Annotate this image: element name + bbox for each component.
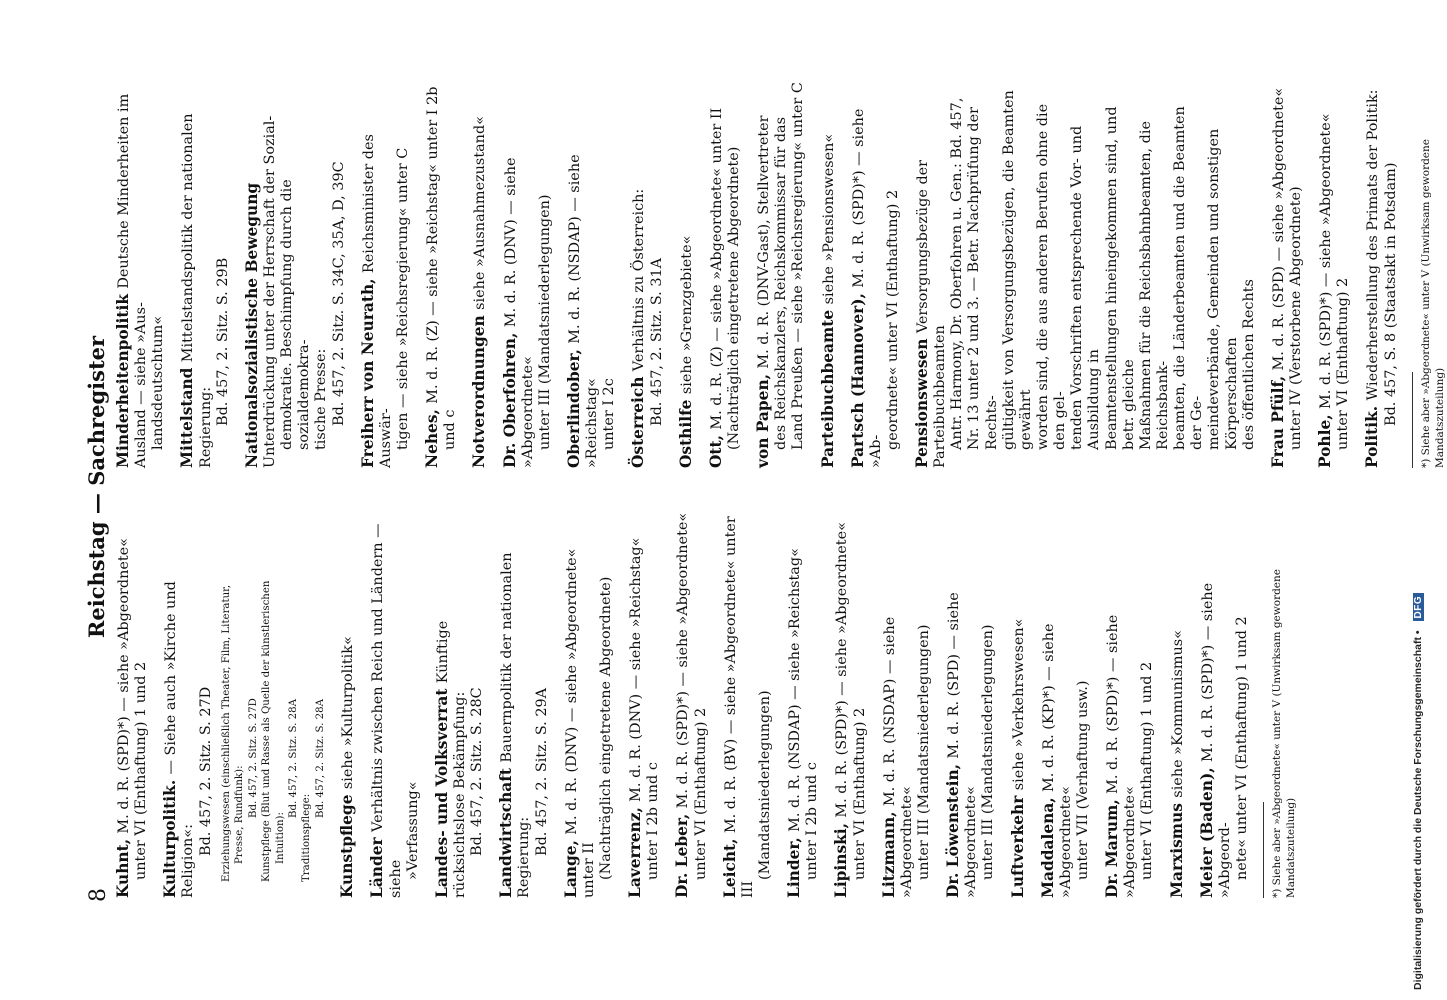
entry-text: Künftige rücksichtslose Bekämpfung: bbox=[434, 620, 469, 898]
entry-text: Bd. 457, S. 8 (Staatsakt in Potsdam) bbox=[1382, 162, 1399, 426]
entry-text: Beamtenstellungen hineingekommen sind, und betr. gleiche bbox=[1103, 106, 1137, 450]
index-entry bbox=[1039, 512, 1092, 898]
entry-line bbox=[1206, 82, 1240, 468]
entry-heading: Minderheitenpolitik bbox=[114, 288, 132, 468]
entry-heading: Dr. Löwenstein, bbox=[944, 758, 963, 898]
entry-text: M. d. R. (DNV) — siehe »Abgeordnete« unter II bbox=[563, 548, 597, 898]
entry-line bbox=[423, 82, 442, 468]
entry-line bbox=[198, 512, 215, 898]
entry-text: Verhältnis zu Österreich: bbox=[631, 188, 648, 372]
entry-text: Bd. 457, 2. Sitz. S. 31A bbox=[648, 257, 665, 426]
entry-heading: Oberlindober, bbox=[564, 343, 583, 468]
entry-text: Bd. 457, 2. Sitz. S. 29B bbox=[214, 257, 231, 426]
entry-heading: Frau Pfülf, bbox=[1268, 370, 1287, 468]
entry-line bbox=[331, 82, 348, 468]
index-entry bbox=[832, 512, 868, 898]
entry-text: unter IV (Verstorbene Abgeordnete) bbox=[1288, 186, 1305, 450]
index-entry bbox=[677, 82, 696, 468]
entry-text: M. d. R. (BV) — siehe »Abgeordnete« unter III bbox=[722, 516, 756, 898]
entry-line bbox=[497, 512, 533, 898]
entry-text: unter I 2b und c bbox=[645, 762, 662, 880]
entry-text: M. d. R. (SPD)*) — siehe »Abgeordnete« bbox=[675, 512, 692, 809]
entry-text: (Mandatsniederlegungen) bbox=[757, 690, 773, 880]
index-entry bbox=[368, 512, 421, 898]
entry-line bbox=[1383, 82, 1400, 468]
entry-text: tenden Vorschriften entsprechende Vor- und Ausbildung in bbox=[1069, 125, 1103, 450]
entry-text: unter I 2b und c bbox=[804, 762, 821, 880]
entry-line bbox=[916, 512, 933, 898]
entry-heading: von Papen, bbox=[754, 368, 773, 468]
entry-line bbox=[114, 512, 133, 898]
footnote-rule bbox=[1263, 802, 1264, 898]
footnote-line: Mandatszuteilung) bbox=[1433, 367, 1446, 468]
entry-text: M. d. R. (SPD) — siehe »Abgeordnete« bbox=[1270, 87, 1287, 371]
entry-heading: Landwirtschaft bbox=[497, 762, 516, 898]
entry-text: M. d. R. (SPD)*) — siehe »Abgeordnete« bbox=[1105, 614, 1139, 898]
entry-text: siehe »Pensionswesen« bbox=[820, 133, 837, 305]
entry-line bbox=[852, 512, 869, 898]
entry-text: — Siehe auch »Kirche und Religion«: bbox=[163, 581, 197, 898]
entry-heading: Dr. Oberfohren, bbox=[500, 327, 519, 468]
entry-line bbox=[133, 512, 150, 898]
running-head-title: Reichstag — Sachregister bbox=[84, 335, 109, 639]
index-entry bbox=[1269, 82, 1305, 468]
index-entry bbox=[359, 82, 412, 468]
entry-line bbox=[442, 82, 459, 468]
index-entry bbox=[562, 512, 615, 898]
index-entry bbox=[913, 82, 1258, 468]
entry-text: M. d. R. (DNV-Gast), Stellvertreter bbox=[756, 115, 773, 369]
entry-line bbox=[395, 82, 412, 468]
entry-text: M. d. R. (DNV) — siehe »Reichstag« bbox=[628, 537, 645, 802]
entry-line bbox=[677, 82, 696, 468]
index-entry bbox=[178, 82, 231, 468]
entry-line bbox=[359, 82, 395, 468]
entry-text: Bauernpolitik der nationalen Regierung: bbox=[499, 552, 533, 898]
entry-line bbox=[313, 82, 330, 468]
entry-line bbox=[1035, 82, 1069, 468]
entry-line bbox=[1138, 82, 1172, 468]
entry-text: M. d. R. (SPD)*) — siehe »Abgeordnete« bbox=[116, 538, 132, 834]
entry-text: Verhältnis zwischen Reich und Ländern — siehe bbox=[370, 523, 404, 898]
entry-text: siehe »Verkehrswesen« bbox=[1010, 618, 1027, 791]
index-entry bbox=[1168, 512, 1187, 898]
entry-text: Bd. 457, 2. Sitz. S. 28A bbox=[287, 699, 299, 818]
index-entry bbox=[754, 82, 807, 468]
entry-text: Maßnahmen für die Reichsbahnbeamten, die Reichsbank- bbox=[1137, 121, 1172, 450]
entry-text: Nr. 13 unter 2 und 3. — Betr. Nachprüfung der Rechts- bbox=[966, 107, 1000, 450]
entry-text: unter VII (Verhaftung usw.) bbox=[1074, 680, 1091, 880]
index-entry bbox=[849, 82, 902, 468]
entry-line bbox=[1288, 82, 1305, 468]
entry-heading: Nehes, bbox=[423, 403, 442, 468]
index-entry bbox=[497, 512, 550, 898]
entry-line bbox=[287, 512, 300, 882]
entry-line bbox=[849, 82, 885, 468]
index-entry bbox=[1363, 82, 1399, 468]
entry-text: Erziehungswesen (einschließlich Theater, Film, Literatur, bbox=[220, 584, 232, 882]
entry-line bbox=[885, 82, 902, 468]
entry-heading: Marxismus bbox=[1167, 797, 1186, 898]
entry-heading: Kulturpolitik. bbox=[161, 774, 180, 898]
index-entry bbox=[880, 512, 933, 898]
entry-line bbox=[215, 82, 232, 468]
entry-line bbox=[693, 512, 710, 898]
index-entry bbox=[565, 82, 618, 468]
entry-line bbox=[944, 512, 980, 898]
entry-line bbox=[501, 82, 537, 468]
entry-text: Bd. 457, 2. Sitz. S. 27D bbox=[247, 698, 259, 818]
entry-line bbox=[1241, 82, 1258, 468]
entry-line bbox=[161, 512, 197, 898]
index-entry bbox=[673, 512, 709, 898]
entry-line bbox=[247, 512, 260, 882]
entry-text: M. d. R. (SPD)*) — siehe »Abgeord- bbox=[1199, 582, 1233, 898]
entry-text: M. d. R. (Z) — siehe »Reichstag« unter I 2b bbox=[425, 86, 442, 404]
entry-text: nete« unter VI (Enthaftung) 1 und 2 bbox=[1233, 616, 1250, 880]
entry-text: tigen — siehe »Reichsregierung« unter C bbox=[394, 147, 411, 450]
entry-line bbox=[534, 512, 551, 898]
entry-heading: Länder bbox=[368, 831, 387, 898]
entry-heading: Nationalsozialistische Bewegung bbox=[242, 182, 261, 468]
entry-text: Bd. 457, 2. Sitz. S. 28C bbox=[469, 687, 486, 856]
entry-text: M. d. R. (NSDAP) — siehe »Reichstag« bbox=[787, 548, 804, 832]
entry-text: siehe »Grenzgebiete« bbox=[678, 235, 695, 395]
footnote-line: *) Siehe aber »Abgeordnete« unter V (Unwirksam gewordene bbox=[1419, 138, 1432, 468]
entry-text: M. d. R. (NSDAP) — siehe »Reichstag« bbox=[566, 154, 601, 468]
entry-heading: Parteibuchbeamte bbox=[818, 304, 837, 468]
index-entry bbox=[1009, 512, 1028, 898]
index-entry bbox=[785, 512, 821, 898]
index-entry bbox=[338, 512, 357, 898]
entry-line bbox=[1363, 82, 1382, 468]
entry-text: unter VI (Enthaftung) 1 und 2 bbox=[1139, 661, 1156, 880]
left-column bbox=[114, 512, 1298, 898]
entry-line bbox=[707, 82, 726, 468]
entry-line bbox=[673, 512, 692, 898]
entry-text: (Nachträglich eingetretene Abgeordnete) bbox=[725, 146, 742, 450]
entry-line bbox=[1335, 82, 1352, 468]
entry-text: M. d. R. (SPD)*) — siehe »Ab- bbox=[850, 108, 884, 468]
index-entry bbox=[721, 512, 774, 898]
entry-text: unter VI (Enthaftung) 2 bbox=[851, 707, 868, 880]
entry-line bbox=[785, 512, 804, 898]
entry-text: siehe »Ausnahmezustand« bbox=[472, 116, 489, 310]
entry-text: siehe »Kommunismus« bbox=[1169, 630, 1186, 798]
entry-heading: Partsch (Hannover), bbox=[848, 287, 867, 468]
entry-text: Unterdrückung unter der Herrschaft der Sozial- bbox=[261, 115, 278, 468]
entry-heading: Leicht, bbox=[720, 833, 739, 898]
entry-heading: Lange, bbox=[561, 834, 580, 898]
entry-text: unter VI (Enthaftung) 2 bbox=[692, 707, 709, 880]
index-entry bbox=[423, 82, 459, 468]
entry-heading: Mittelstand bbox=[178, 362, 197, 468]
entry-line bbox=[1269, 82, 1288, 468]
entry-line bbox=[150, 82, 167, 468]
entry-text: Deutsche Minderheiten im Ausland — siehe »Aus- bbox=[116, 93, 150, 468]
entry-text: des Reichskanzlers, Reichskommissar für das bbox=[773, 116, 790, 450]
digitization-note bbox=[1412, 10, 1424, 990]
entry-text: unter VI (Enthaftung) 1 und 2 bbox=[133, 661, 150, 880]
entry-text: des öffentlichen Rechts bbox=[1240, 279, 1257, 450]
entry-text: Versorgungsbezüge der Parteibuchbeamten bbox=[915, 159, 949, 468]
entry-heading: Kuhnt, bbox=[114, 833, 132, 898]
entry-line bbox=[470, 82, 489, 468]
entry-line bbox=[1234, 512, 1251, 898]
entry-line bbox=[880, 512, 916, 898]
entry-text: Bd. 457, 2. Sitz. S. 27D bbox=[197, 686, 214, 856]
entry-line bbox=[949, 82, 966, 468]
entry-line bbox=[1001, 82, 1035, 468]
entry-line bbox=[721, 512, 757, 898]
entry-line bbox=[1039, 512, 1075, 898]
index-entry bbox=[501, 82, 554, 468]
entry-line bbox=[279, 82, 313, 468]
entry-text: Traditionspflege: bbox=[301, 793, 313, 882]
entry-text: M. d. R. (SPD)*) — siehe »Abgeordnete« bbox=[834, 522, 851, 818]
entry-text: Presse, Rundfunk): bbox=[234, 765, 246, 864]
entry-line bbox=[433, 512, 469, 898]
entry-heading: Freiherr von Neurath, bbox=[358, 273, 377, 468]
entry-heading: Dr. Leber, bbox=[673, 808, 692, 898]
entry-line bbox=[1075, 512, 1092, 898]
entry-line bbox=[178, 82, 214, 468]
entry-line bbox=[1172, 82, 1206, 468]
entry-line bbox=[405, 512, 422, 898]
entry-line bbox=[314, 512, 327, 882]
entry-text: Bd. 457, 2. Sitz. S. 34C, 35A, D, 39C bbox=[330, 161, 347, 426]
index-entry bbox=[707, 82, 743, 468]
index-entry bbox=[1103, 512, 1156, 898]
entry-text: M. d. R. (DNV) — siehe »Abgeordnete« bbox=[502, 157, 536, 468]
entry-text: Mittelstandspolitik der nationalen Regierung: bbox=[180, 113, 214, 468]
entry-text: tische Presse: bbox=[313, 348, 330, 450]
index-entry bbox=[470, 82, 489, 468]
entry-line bbox=[1168, 512, 1187, 898]
entry-line bbox=[1103, 512, 1139, 898]
index-entry bbox=[1316, 82, 1352, 468]
entry-line bbox=[757, 512, 774, 898]
digitization-note-text: Digitalisierung gefördert durch die Deutsche Forschungsgemeinschaft • bbox=[1412, 630, 1424, 990]
entry-line bbox=[601, 82, 618, 468]
entry-text: Land Preußen — siehe »Reichsregierung« unter C bbox=[790, 82, 807, 450]
entry-heading: Pohle, bbox=[1316, 409, 1335, 468]
entry-line bbox=[1104, 82, 1138, 468]
index-entry bbox=[944, 512, 997, 898]
entry-line bbox=[626, 512, 645, 898]
entry-line bbox=[980, 512, 997, 898]
entry-line bbox=[649, 82, 666, 468]
entry-heading: Notverordnungen bbox=[470, 309, 489, 468]
entry-line bbox=[629, 82, 648, 468]
entry-heading: Ott, bbox=[706, 429, 725, 468]
entry-line bbox=[114, 82, 150, 468]
index-entry bbox=[626, 512, 662, 898]
entry-heading: Linder, bbox=[785, 831, 804, 898]
entry-line bbox=[220, 512, 233, 882]
entry-line bbox=[790, 82, 807, 468]
entry-line bbox=[537, 82, 554, 468]
right-column bbox=[114, 82, 1447, 468]
entry-text: unter III (Mandatsniederlegungen) bbox=[915, 624, 932, 880]
footnote bbox=[1270, 512, 1298, 898]
entry-heading: Pensionswesen bbox=[913, 333, 932, 468]
entry-text: Wiederherstellung des Primats der Politik: bbox=[1365, 89, 1382, 401]
entry-line bbox=[274, 512, 287, 882]
index-entry bbox=[114, 82, 167, 468]
entry-text: M. d. R. (NSDAP) — siehe »Abgeordnete« bbox=[881, 616, 915, 898]
entry-heading: Landes- und Volksverrat bbox=[432, 683, 451, 898]
entry-line bbox=[832, 512, 851, 898]
entry-line bbox=[368, 512, 404, 898]
entry-heading: Osthilfe bbox=[676, 394, 695, 468]
entry-line bbox=[300, 512, 313, 882]
entry-text: Bd. 457, 2. Sitz. S. 28A bbox=[314, 699, 326, 818]
entry-text: (Nachträglich eingetretene Abgeordnete) bbox=[598, 576, 615, 880]
entry-line bbox=[598, 512, 615, 898]
entry-text: Kunstpflege (Blut und Rasse als Quelle der künstlerischen bbox=[261, 580, 273, 882]
entry-heading: Lipinski, bbox=[832, 817, 851, 898]
index-subentry bbox=[220, 512, 328, 882]
entry-line bbox=[1069, 82, 1103, 468]
entry-heading: Litzmann, bbox=[879, 806, 898, 898]
entry-text: beamten, die Länderbeamten und die Beamten der Ge- bbox=[1172, 106, 1206, 450]
entry-heading: Laverrenz, bbox=[626, 801, 645, 898]
entry-text: meindeverbände, Gemeinden und sonstigen Körperschaften bbox=[1206, 128, 1240, 450]
index-entry bbox=[819, 82, 838, 468]
entry-text: unter VI (Enthaftung) 2 bbox=[1335, 277, 1352, 450]
entry-text: M. d. R. (SPD) — siehe »Abgeordnete« bbox=[946, 592, 980, 898]
entry-text: M. d. R. (Z) — siehe »Abgeordnete« unter II bbox=[708, 107, 725, 430]
entry-line bbox=[726, 82, 743, 468]
entry-heading: Kunstpflege bbox=[338, 789, 357, 898]
entry-text: gültigkeit von Versorgungsbezügen, die Beamten gewährt bbox=[1000, 90, 1034, 450]
entry-text: M. d. R. (KP)*) — siehe »Abgeordnete« bbox=[1040, 623, 1074, 898]
entry-line bbox=[966, 82, 1000, 468]
entry-text: landsdeutschtum« bbox=[150, 315, 167, 450]
entry-line bbox=[243, 82, 279, 468]
entry-line bbox=[819, 82, 838, 468]
entry-line bbox=[913, 82, 949, 468]
entry-heading: Meier (Baden), bbox=[1197, 762, 1216, 898]
entry-heading: Österreich bbox=[629, 371, 648, 468]
entry-line bbox=[338, 512, 357, 898]
entry-line bbox=[1316, 82, 1335, 468]
entry-line bbox=[562, 512, 598, 898]
entry-heading: Luftverkehr bbox=[1008, 790, 1027, 898]
entry-text: demokratie. Beschimpfung durch die sozialdemokra- bbox=[279, 179, 313, 450]
index-entry bbox=[243, 82, 348, 468]
entry-text: M. d. R. (SPD)*) — siehe »Abgeordnete« bbox=[1318, 113, 1335, 410]
entry-line bbox=[260, 512, 273, 882]
entry-line bbox=[804, 512, 821, 898]
footnote-line: Mandatszuteilung) bbox=[1285, 797, 1298, 898]
entry-text: unter III (Mandatsniederlegungen) bbox=[980, 624, 997, 880]
entry-text: Intuition): bbox=[274, 812, 286, 864]
entry-line bbox=[645, 512, 662, 898]
dfg-logo: DFG bbox=[1413, 593, 1424, 622]
entry-text: Bd. 457, 2. Sitz. S. 29A bbox=[533, 687, 550, 856]
entry-text: worden sind, die aus anderen Berufen ohne die den gel- bbox=[1035, 103, 1069, 450]
entry-text: und c bbox=[442, 409, 459, 450]
footnote-line: *) Siehe aber »Abgeordnete« unter V (Unwirksam gewordene bbox=[1271, 568, 1284, 898]
page-number: 8 bbox=[86, 888, 111, 902]
entry-text: »Verfassung« bbox=[404, 781, 421, 880]
entry-text: unter I 2c bbox=[601, 378, 618, 450]
entry-line bbox=[565, 82, 601, 468]
entry-text: siehe »Kulturpolitik« bbox=[340, 636, 357, 790]
entry-line bbox=[469, 512, 486, 898]
entry-line bbox=[1139, 512, 1156, 898]
entry-line bbox=[754, 82, 773, 468]
entry-text: geordnete« unter VI (Enthaftung) 2 bbox=[884, 189, 901, 450]
entry-heading: Dr. Marum, bbox=[1103, 793, 1122, 898]
entry-line bbox=[773, 82, 790, 468]
entry-text: Antr. Harmony, Dr. Oberfohren u. Gen.: Bd. 457, bbox=[949, 97, 966, 450]
index-entry bbox=[114, 512, 150, 898]
index-entry bbox=[629, 82, 665, 468]
entry-line bbox=[233, 512, 246, 882]
entry-text: Reichsminister des Auswär- bbox=[360, 134, 394, 468]
entry-heading: Maddalena, bbox=[1038, 791, 1057, 898]
entry-line bbox=[1009, 512, 1028, 898]
index-entry bbox=[161, 512, 214, 898]
index-entry bbox=[433, 512, 486, 898]
entry-text: unter III (Mandatsniederlegungen) bbox=[536, 194, 553, 450]
entry-line bbox=[1198, 512, 1234, 898]
index-entry bbox=[1198, 512, 1251, 898]
entry-heading: Politik. bbox=[1363, 400, 1382, 468]
